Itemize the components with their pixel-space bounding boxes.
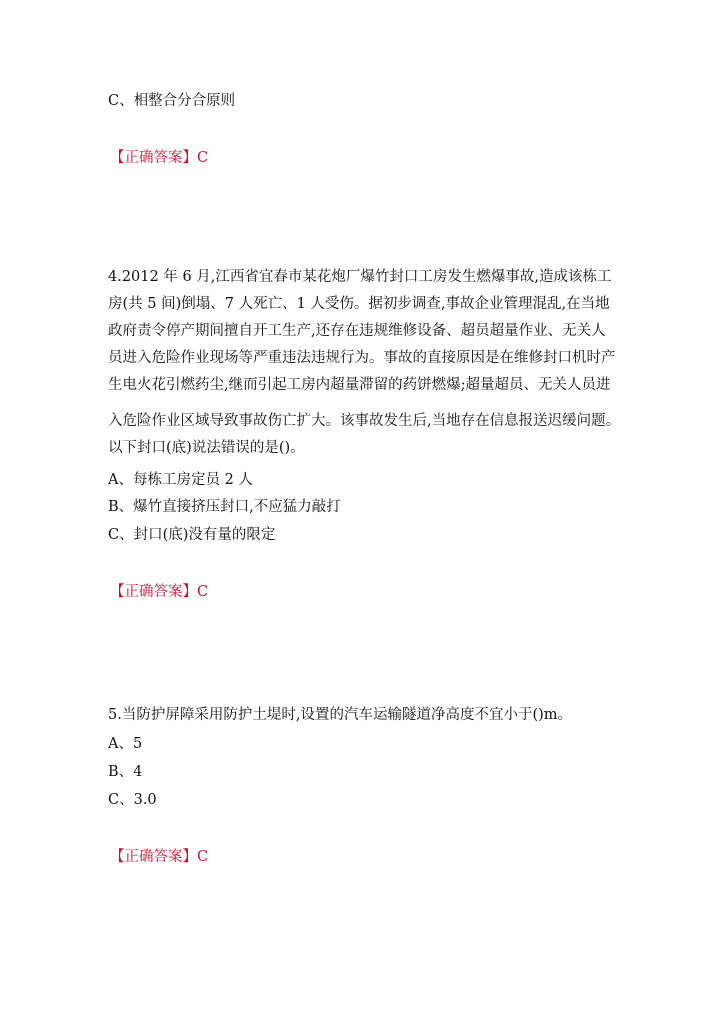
q4-stem-line: 生电火花引燃药尘,继而引起工房内超量滞留的药饼燃爆;超量超员、无关人员进 — [108, 377, 611, 393]
q4-option-c: C、封口(底)没有量的限定 — [108, 527, 276, 543]
q4-stem-line: 入危险作业区域导致事故伤亡扩大。该事故发生后,当地存在信息报送迟缓问题。 — [108, 413, 621, 429]
q4-stem-line: 员进入危险作业现场等严重违法违规行为。事故的直接原因是在维修封口机时产 — [108, 350, 616, 366]
q4-stem-line: 4.2012 年 6 月,江西省宜春市某花炮厂爆竹封口工房发生燃爆事故,造成该栋工 — [108, 269, 612, 285]
q5-option-b: B、4 — [108, 764, 143, 780]
q4-correct-answer: 【正确答案】C — [110, 584, 209, 600]
q3-correct-answer: 【正确答案】C — [110, 150, 209, 166]
q3-option-c: C、相整合分合原则 — [108, 93, 236, 109]
q5-option-c: C、3.0 — [108, 792, 157, 808]
q5-stem: 5.当防护屏障采用防护土堤时,设置的汽车运输隧道净高度不宜小于()m。 — [108, 707, 573, 723]
q5-option-a: A、5 — [108, 736, 143, 752]
q4-option-a: A、每栋工房定员 2 人 — [108, 472, 253, 488]
q4-option-b: B、爆竹直接挤压封口,不应猛力敲打 — [108, 499, 341, 515]
q5-correct-answer: 【正确答案】C — [110, 849, 209, 865]
q4-stem-line: 房(共 5 间)倒塌、7 人死亡、1 人受伤。据初步调查,事故企业管理混乱,在当地 — [108, 296, 610, 312]
q4-stem-line: 政府责令停产期间擅自开工生产,还存在违规维修设备、超员超量作业、无关人 — [108, 323, 606, 339]
q4-stem-line: 以下封口(底)说法错误的是()。 — [108, 440, 305, 456]
